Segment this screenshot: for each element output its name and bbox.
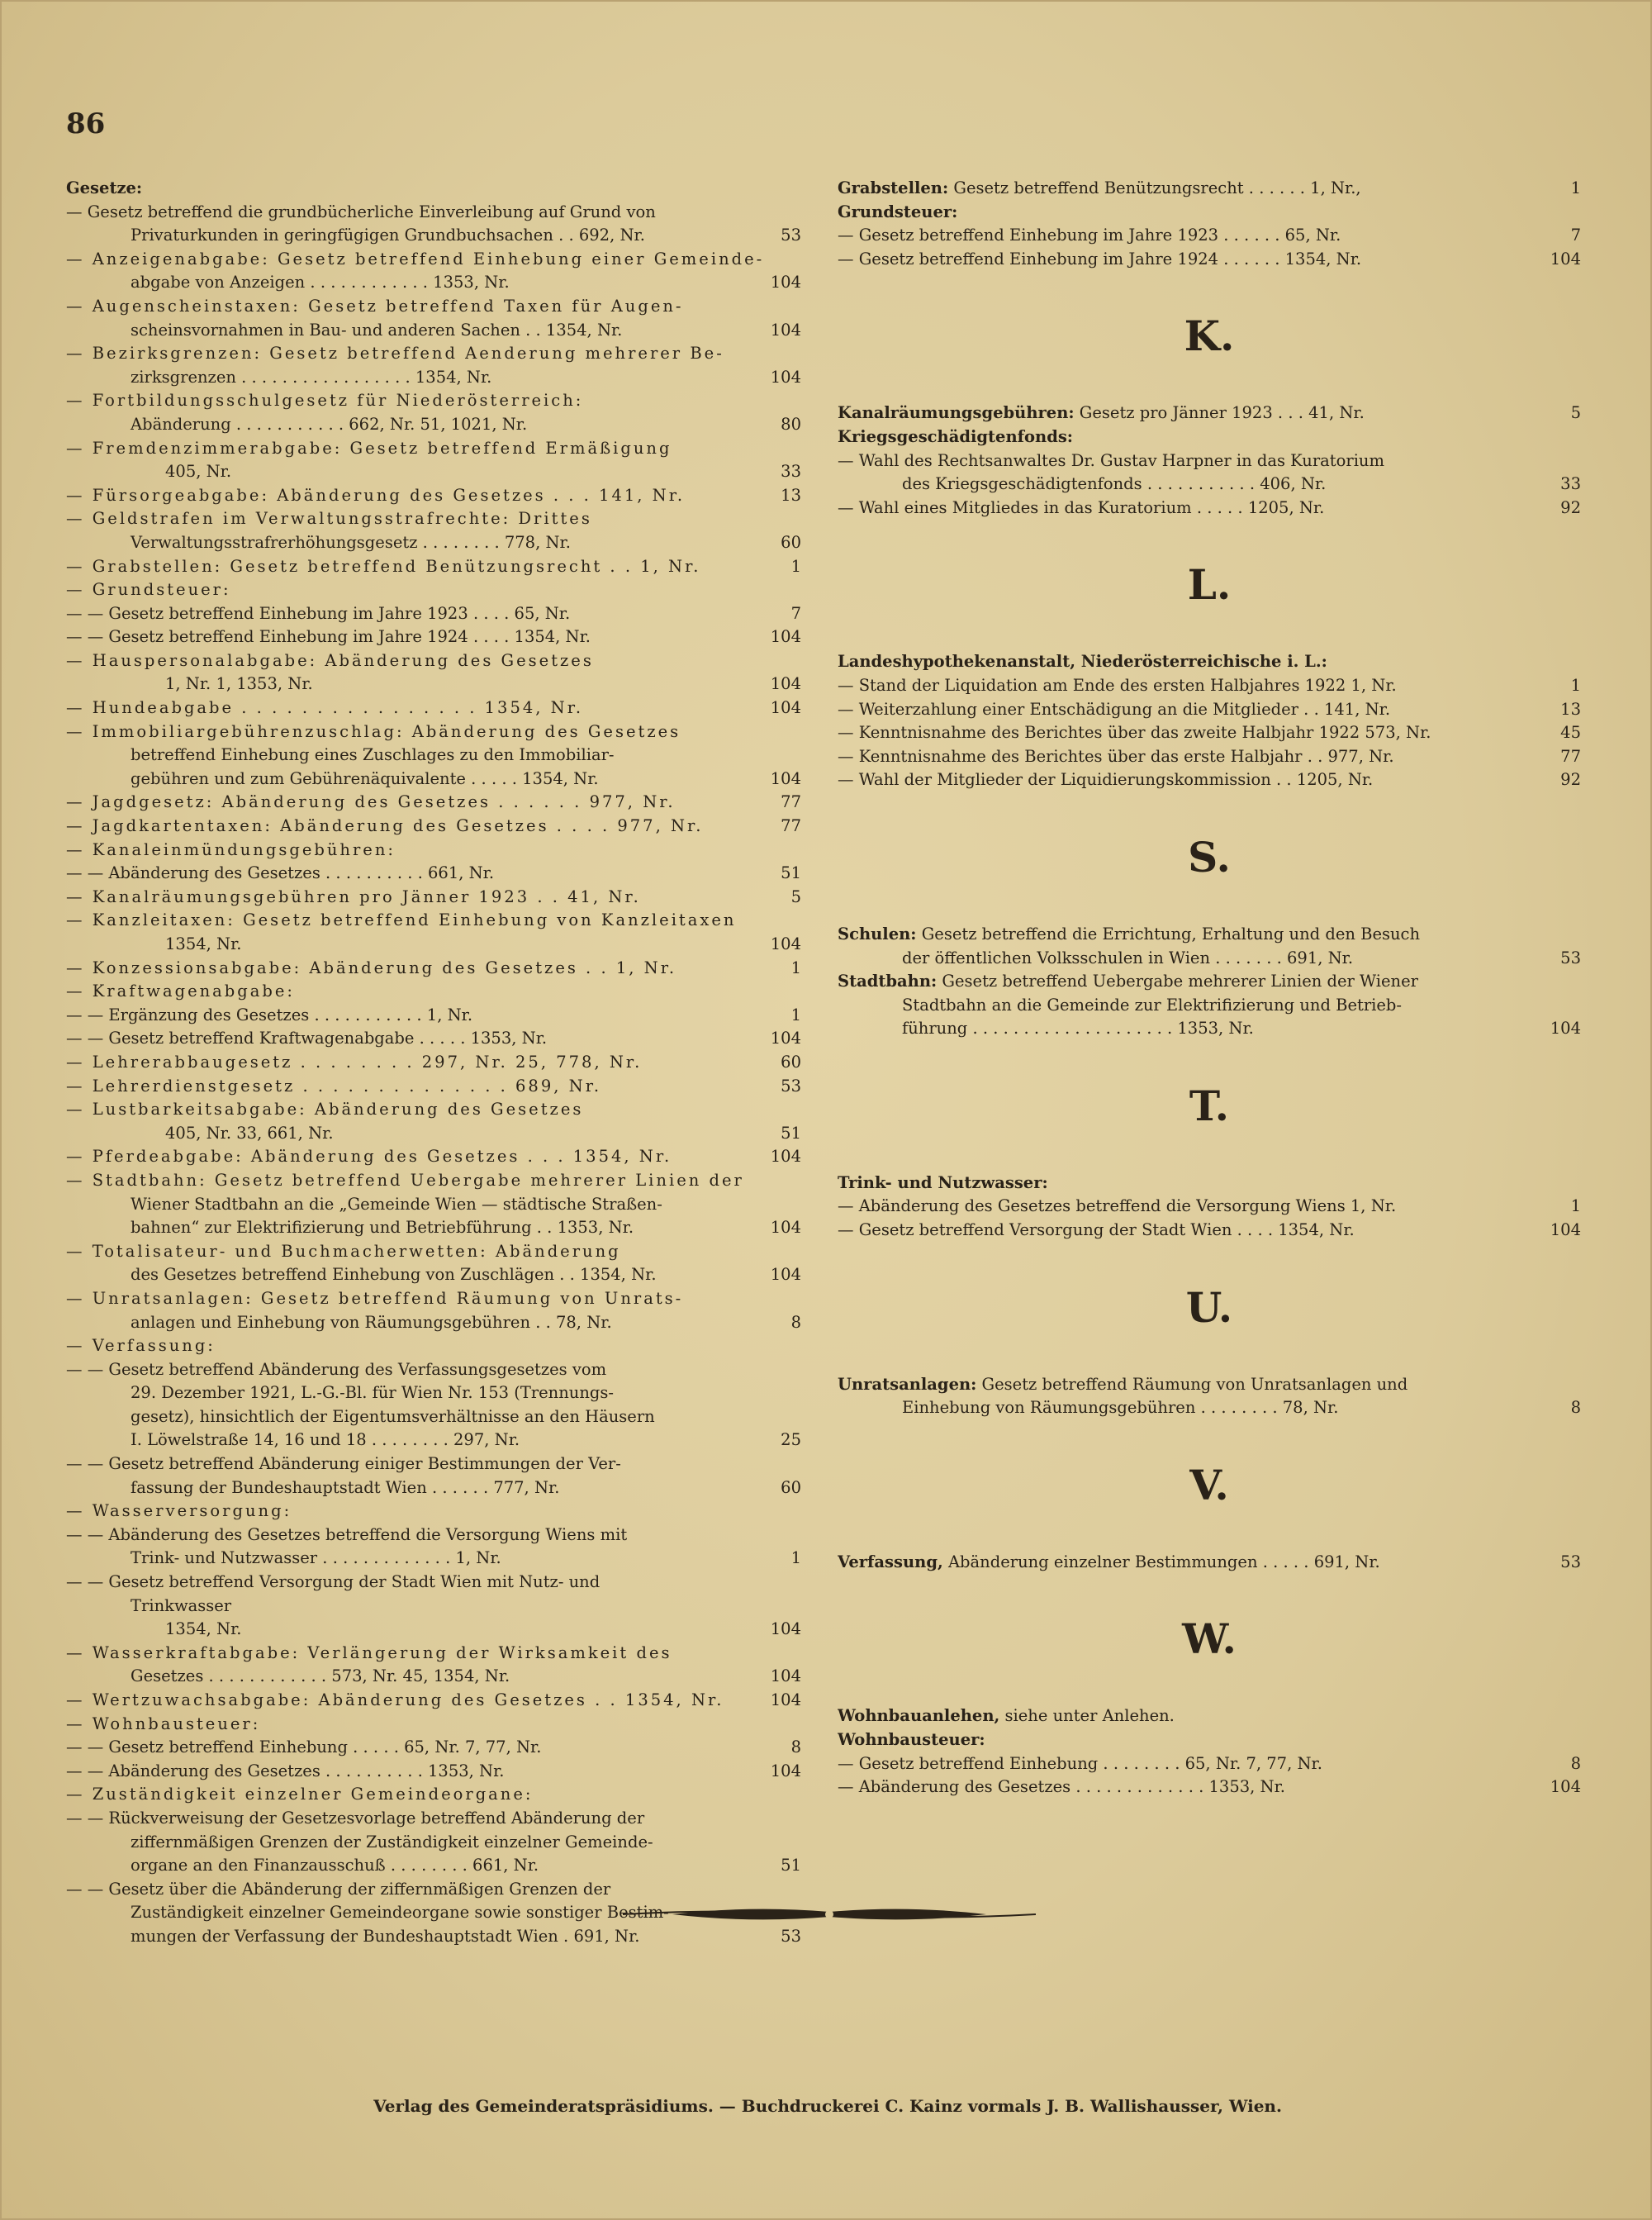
index-entry <box>66 1878 801 1902</box>
entry-text: — Wasserkraftabgabe: Verlängerung der Wirksamkeit des <box>66 1642 672 1662</box>
index-entry <box>66 201 801 225</box>
entry-page-ref: 1 <box>790 556 801 576</box>
index-entry <box>66 1358 801 1382</box>
entry-page-ref: 51 <box>781 863 801 883</box>
index-entry <box>66 484 801 508</box>
entry-text: 1354, Nr. <box>165 934 242 953</box>
entry-text: — Anzeigenabgabe: Gesetz betreffend Einhebung einer Gemeinde- <box>66 249 765 269</box>
entry-text: Verwaltungsstrafrerhöhungsgesetz . . . . . . . . 778, Nr. <box>131 532 571 552</box>
entry-page-ref: 53 <box>781 226 801 245</box>
entry-text: — Kanaleinmündungsgebühren: <box>66 839 396 859</box>
index-entry <box>66 1665 801 1689</box>
entry-page-ref: 104 <box>770 1265 801 1285</box>
entry-page-ref: 53 <box>1560 1552 1581 1571</box>
entry-text: Wohnbauanlehen, siehe unter Anlehen. <box>838 1706 1175 1726</box>
entry-text: gesetz), hinsichtlich der Eigentumsverhältnisse an den Häusern <box>131 1406 655 1426</box>
entry-text: — Pferdeabgabe: Abänderung des Gesetzes . . . 1354, Nr. <box>66 1147 672 1167</box>
index-entry <box>66 1642 801 1666</box>
entry-page-ref: 104 <box>770 273 801 292</box>
entry-text: abgabe von Anzeigen . . . . . . . . . . . . 1353, Nr. <box>131 273 510 292</box>
entry-text: — Wahl der Mitglieder der Liquidierungskommission . . 1205, Nr. <box>838 770 1374 790</box>
entry-text: — — Gesetz betreffend Abänderung einiger Bestimmungen der Ver- <box>66 1454 621 1474</box>
index-entry <box>66 1004 801 1028</box>
entry-page-ref: 104 <box>770 1147 801 1167</box>
index-entry <box>66 1287 801 1311</box>
index-entry <box>838 497 1581 521</box>
entry-text: — Stadtbahn: Gesetz betreffend Uebergabe mehrerer Linien der <box>66 1170 744 1190</box>
index-entry <box>66 1051 801 1075</box>
entry-text: 405, Nr. <box>165 462 232 482</box>
index-entry <box>66 366 801 390</box>
index-entry <box>66 862 801 886</box>
index-entry <box>66 886 801 910</box>
entry-text: — Hundeabgabe . . . . . . . . . . . . . . . . 1354, Nr. <box>66 698 584 718</box>
index-entry <box>66 224 801 248</box>
entry-page-ref: 104 <box>770 320 801 340</box>
index-entry <box>66 507 801 531</box>
index-entry <box>66 413 801 437</box>
entry-page-ref: 45 <box>1560 723 1581 743</box>
entry-text: fassung der Bundeshauptstadt Wien . . . . . . 777, Nr. <box>131 1477 560 1497</box>
index-entry <box>66 1476 801 1500</box>
entry-page-ref: 5 <box>1570 403 1581 423</box>
entry-page-ref: 77 <box>1560 746 1581 766</box>
entry-page-ref: 1 <box>790 958 801 977</box>
entry-text: — — Abänderung des Gesetzes . . . . . . . . . . 1353, Nr. <box>66 1761 505 1780</box>
entry-text: Stadtbahn: Gesetz betreffend Uebergabe mehrerer Linien der Wiener <box>838 972 1418 991</box>
entry-page-ref: 53 <box>1560 948 1581 967</box>
entry-text: — Fremdenzimmerabgabe: Gesetz betreffend Ermäßigung <box>66 438 672 458</box>
index-entry <box>66 744 801 768</box>
index-entry <box>66 625 801 649</box>
entry-text: — — Gesetz betreffend Einhebung im Jahre 1923 . . . . 65, Nr. <box>66 603 571 623</box>
index-entry <box>66 555 801 579</box>
entry-text: — Kanalräumungsgebühren pro Jänner 1923 . . 41, Nr. <box>66 887 641 906</box>
index-entry <box>66 1193 801 1217</box>
entry-text: Grabstellen: Gesetz betreffend Benützungsrecht . . . . . . 1, Nr., <box>838 178 1361 197</box>
index-entry <box>838 698 1581 722</box>
entry-page-ref: 51 <box>781 1123 801 1143</box>
entry-text: — Lehrerdienstgesetz . . . . . . . . . . . . . . 689, Nr. <box>66 1076 602 1096</box>
index-entry <box>838 1704 1581 1728</box>
entry-text: — Fortbildungsschulgesetz für Niederösterreich: <box>66 391 584 411</box>
entry-page-ref: 8 <box>790 1312 801 1332</box>
entry-text: Unratsanlagen: Gesetz betreffend Räumung von Unratsanlagen und <box>838 1374 1408 1394</box>
entry-page-ref: 104 <box>770 1666 801 1686</box>
entry-text: — Jagdkartentaxen: Abänderung des Gesetzes . . . . 977, Nr. <box>66 816 704 836</box>
entry-text: — Jagdgesetz: Abänderung des Gesetzes . . . . . . 977, Nr. <box>66 792 676 812</box>
section-gap <box>838 1041 1581 1071</box>
index-entry <box>66 1334 801 1358</box>
index-entry <box>838 1219 1581 1243</box>
section-letter: S. <box>1188 832 1231 882</box>
entry-text: — — Gesetz betreffend Kraftwagenabgabe . . . . . 1353, Nr. <box>66 1029 548 1048</box>
index-entry <box>66 1618 801 1642</box>
index-entry <box>66 319 801 343</box>
index-entry <box>838 1373 1581 1397</box>
entry-text: — Gesetz betreffend Einhebung im Jahre 1924 . . . . . . 1354, Nr. <box>838 249 1362 269</box>
index-entry <box>66 1500 801 1524</box>
entry-text: Trink- und Nutzwasser . . . . . . . . . . . . . 1, Nr. <box>131 1548 501 1568</box>
index-entry <box>838 970 1581 994</box>
index-entry <box>66 1381 801 1405</box>
entry-text: — — Rückverweisung der Gesetzesvorlage betreffend Abänderung der <box>66 1808 645 1828</box>
index-entry <box>838 449 1581 473</box>
index-entry <box>66 839 801 863</box>
entry-page-ref: 25 <box>781 1430 801 1450</box>
entry-text: I. Löwelstraße 14, 16 und 18 . . . . . . . . 297, Nr. <box>131 1430 520 1450</box>
entry-text: Einhebung von Räumungsgebühren . . . . . . . . 78, Nr. <box>902 1398 1339 1418</box>
index-heading <box>838 650 1581 674</box>
entry-text: Landeshypothekenanstalt, Niederösterreichische i. L.: <box>838 652 1327 672</box>
index-entry <box>838 768 1581 792</box>
section-letter: W. <box>1182 1614 1237 1664</box>
entry-text: — Gesetz betreffend Einhebung . . . . . . . . 65, Nr. 7, 77, Nr. <box>838 1753 1322 1773</box>
entry-page-ref: 60 <box>781 532 801 552</box>
entry-text: — Wahl eines Mitgliedes in das Kuratorium . . . . . 1205, Nr. <box>838 497 1325 517</box>
entry-page-ref: 60 <box>781 1052 801 1072</box>
entry-page-ref: 104 <box>770 367 801 387</box>
entry-text: — Stand der Liquidation am Ende des ersten Halbjahres 1922 1, Nr. <box>838 675 1397 695</box>
entry-page-ref: 5 <box>790 887 801 906</box>
entry-text: — Lustbarkeitsabgabe: Abänderung des Gesetzes <box>66 1100 584 1120</box>
entry-page-ref: 104 <box>770 698 801 718</box>
index-entry <box>66 1854 801 1878</box>
entry-text: — Zuständigkeit einzelner Gemeindeorgane: <box>66 1785 534 1804</box>
index-entry <box>66 696 801 720</box>
entry-text: — Totalisateur- und Buchmacherwetten: Abänderung <box>66 1241 621 1261</box>
entry-page-ref: 13 <box>1560 699 1581 719</box>
entry-page-ref: 104 <box>770 1761 801 1780</box>
entry-text: des Kriegsgeschädigtenfonds . . . . . . . . . . . 406, Nr. <box>902 474 1327 494</box>
section-gap <box>838 1343 1581 1373</box>
entry-text: gebühren und zum Gebührenäquivalente . . . . . 1354, Nr. <box>131 768 599 788</box>
index-entry <box>838 745 1581 769</box>
index-entry <box>838 674 1581 698</box>
publisher-footer: Verlag des Gemeinderatspräsidiums. — Buchdruckerei C. Kainz vormals J. B. Wallishausser, Wien. <box>373 2096 1282 2116</box>
section-letter: U. <box>1185 1282 1233 1332</box>
index-entry <box>66 602 801 626</box>
index-entry <box>66 1807 801 1831</box>
entry-page-ref: 33 <box>1560 474 1581 494</box>
entry-text: 29. Dezember 1921, L.-G.-Bl. für Wien Nr. 153 (Trennungs- <box>131 1383 614 1403</box>
entry-text: Kanalräumungsgebühren: Gesetz pro Jänner 1923 . . . 41, Nr. <box>838 403 1365 423</box>
page-number: 86 <box>66 107 106 140</box>
entry-text: Gesetze: <box>66 178 143 197</box>
index-entry <box>838 473 1581 497</box>
section-gap <box>838 893 1581 923</box>
entry-text: — Weiterzahlung einer Entschädigung an die Mitglieder . . 141, Nr. <box>838 699 1391 719</box>
entry-text: — Abänderung des Gesetzes betreffend die Versorgung Wiens 1, Nr. <box>838 1196 1397 1216</box>
entry-text: Privaturkunden in geringfügigen Grundbuchsachen . . 692, Nr. <box>131 226 645 245</box>
index-entry <box>66 1405 801 1429</box>
index-entry <box>838 721 1581 745</box>
entry-text: mungen der Verfassung der Bundeshauptstadt Wien . 691, Nr. <box>131 1926 640 1946</box>
entry-text: — — Gesetz betreffend Einhebung im Jahre 1924 . . . . 1354, Nr. <box>66 627 591 647</box>
index-entry <box>66 1831 801 1855</box>
entry-text: — — Abänderung des Gesetzes . . . . . . . . . . 661, Nr. <box>66 863 495 883</box>
section-gap <box>838 372 1581 402</box>
entry-page-ref: 77 <box>781 792 801 812</box>
entry-text: — Lehrerabbaugesetz . . . . . . . . 297, Nr. 25, 778, Nr. <box>66 1052 643 1072</box>
section-gap <box>838 1420 1581 1450</box>
entry-text: — — Gesetz betreffend Einhebung . . . . . 65, Nr. 7, 77, Nr. <box>66 1737 542 1757</box>
entry-text: Trink- und Nutzwasser: <box>838 1172 1048 1192</box>
entry-page-ref: 104 <box>770 768 801 788</box>
index-entry <box>838 224 1581 248</box>
entry-text: — Kraftwagenabgabe: <box>66 982 295 1001</box>
section-gap <box>838 520 1581 549</box>
section-gap <box>838 620 1581 650</box>
entry-text: — Geldstrafen im Verwaltungsstrafrechte: Drittes <box>66 509 592 529</box>
index-heading <box>838 1728 1581 1752</box>
entry-text: Grundsteuer: <box>838 202 958 221</box>
entry-text: führung . . . . . . . . . . . . . . . . . . . . 1353, Nr. <box>902 1019 1254 1039</box>
entry-text: Stadtbahn an die Gemeinde zur Elektrifizierung und Betrieb- <box>902 995 1402 1015</box>
entry-text: — Kanzleitaxen: Gesetz betreffend Einhebung von Kanzleitaxen <box>66 910 737 930</box>
entry-page-ref: 53 <box>781 1926 801 1946</box>
index-entry <box>66 248 801 272</box>
index-entry <box>66 437 801 461</box>
entry-page-ref: 7 <box>1570 226 1581 245</box>
section-letter: T. <box>1189 1081 1230 1130</box>
entry-text: 1354, Nr. <box>165 1619 242 1639</box>
entry-text: — Gesetz betreffend Einhebung im Jahre 1923 . . . . . . 65, Nr. <box>838 226 1341 245</box>
entry-page-ref: 1 <box>1570 675 1581 695</box>
entry-page-ref: 1 <box>790 1548 801 1568</box>
entry-text: Schulen: Gesetz betreffend die Errichtung, Erhaltung und den Besuch <box>838 924 1421 944</box>
entry-page-ref: 60 <box>781 1477 801 1497</box>
entry-text: anlagen und Einhebung von Räumungsgebühren . . 78, Nr. <box>131 1312 612 1332</box>
index-entry <box>66 531 801 555</box>
index-entry <box>66 1760 801 1784</box>
entry-text: — Kenntnisnahme des Berichtes über das zweite Halbjahr 1922 573, Nr. <box>838 723 1431 743</box>
index-entry <box>66 1547 801 1571</box>
index-entry <box>66 342 801 366</box>
index-entry <box>838 1752 1581 1776</box>
index-entry <box>66 1571 801 1595</box>
entry-text: — — Gesetz betreffend Abänderung des Verfassungsgesetzes vom <box>66 1359 607 1379</box>
index-entry <box>66 980 801 1004</box>
entry-page-ref: 8 <box>790 1737 801 1757</box>
index-entry <box>66 460 801 484</box>
entry-page-ref: 92 <box>1560 497 1581 517</box>
index-entry <box>66 673 801 696</box>
index-entry <box>66 1524 801 1547</box>
index-entry <box>66 1075 801 1099</box>
entry-text: 1, Nr. 1, 1353, Nr. <box>165 674 313 694</box>
section-letter: L. <box>1187 560 1232 610</box>
entry-text: — Fürsorgeabgabe: Abänderung des Gesetzes . . . 141, Nr. <box>66 485 686 505</box>
index-entry <box>838 1551 1581 1575</box>
index-entry <box>66 909 801 933</box>
entry-page-ref: 1 <box>1570 1196 1581 1216</box>
index-entry <box>66 1122 801 1146</box>
entry-page-ref: 33 <box>781 462 801 482</box>
entry-page-ref: 92 <box>1560 770 1581 790</box>
entry-page-ref: 104 <box>770 674 801 694</box>
entry-text: Abänderung . . . . . . . . . . . 662, Nr. 51, 1021, Nr. <box>131 414 528 434</box>
entry-text: zirksgrenzen . . . . . . . . . . . . . . . . . 1354, Nr. <box>131 367 492 387</box>
index-entry <box>66 1783 801 1807</box>
index-entry <box>66 957 801 981</box>
index-entry <box>66 1263 801 1287</box>
entry-text: — — Abänderung des Gesetzes betreffend die Versorgung Wiens mit <box>66 1524 628 1544</box>
entry-text: — Wertzuwachsabgabe: Abänderung des Gesetzes . . 1354, Nr. <box>66 1690 724 1709</box>
section-letter: K. <box>1184 311 1235 361</box>
right-column-index <box>838 177 1581 1799</box>
index-entry <box>838 1396 1581 1420</box>
entry-page-ref: 1 <box>790 1005 801 1024</box>
entry-text: des Gesetzes betreffend Einhebung von Zuschlägen . . 1354, Nr. <box>131 1265 657 1285</box>
entry-page-ref: 7 <box>790 603 801 623</box>
index-entry <box>66 768 801 791</box>
section-gap <box>838 1675 1581 1704</box>
index-entry <box>838 994 1581 1018</box>
entry-page-ref: 1 <box>1570 178 1581 197</box>
index-entry <box>838 402 1581 425</box>
index-entry <box>66 295 801 319</box>
index-entry <box>66 1240 801 1264</box>
entry-text: — — Gesetz betreffend Versorgung der Stadt Wien mit Nutz- und <box>66 1572 601 1592</box>
index-entry <box>66 1925 801 1949</box>
entry-text: — Gesetz betreffend Versorgung der Stadt Wien . . . . 1354, Nr. <box>838 1220 1355 1240</box>
index-entry <box>66 1736 801 1760</box>
index-entry <box>838 1776 1581 1799</box>
index-entry <box>66 720 801 744</box>
entry-page-ref: 104 <box>770 1218 801 1238</box>
entry-text: — — Ergänzung des Gesetzes . . . . . . . . . . . 1, Nr. <box>66 1005 473 1024</box>
index-entry <box>838 1195 1581 1219</box>
entry-text: organe an den Finanzausschuß . . . . . . . . 661, Nr. <box>131 1856 539 1875</box>
entry-page-ref: 104 <box>1550 1220 1581 1240</box>
entry-text: — Gesetz betreffend die grundbücherliche Einverleibung auf Grund von <box>66 202 656 221</box>
entry-text: — Verfassung: <box>66 1336 216 1356</box>
section-gap <box>838 1243 1581 1272</box>
entry-text: Kriegsgeschädigtenfonds: <box>838 426 1074 446</box>
entry-page-ref: 104 <box>770 934 801 953</box>
index-heading <box>838 201 1581 225</box>
entry-text: — Hauspersonalabgabe: Abänderung des Gesetzes <box>66 650 594 670</box>
entry-text: 405, Nr. 33, 661, Nr. <box>165 1123 334 1143</box>
entry-text: — Grabstellen: Gesetz betreffend Benützungsrecht . . 1, Nr. <box>66 556 701 576</box>
index-heading <box>838 425 1581 449</box>
entry-page-ref: 104 <box>770 1619 801 1639</box>
entry-text: — Wasserversorgung: <box>66 1501 292 1521</box>
entry-page-ref: 8 <box>1570 1753 1581 1773</box>
index-entry <box>66 1689 801 1713</box>
index-entry <box>66 271 801 295</box>
entry-page-ref: 104 <box>770 1029 801 1048</box>
section-gap <box>838 792 1581 822</box>
index-entry <box>66 1098 801 1122</box>
entry-text: — Kenntnisnahme des Berichtes über das erste Halbjahr . . 977, Nr. <box>838 746 1394 766</box>
entry-text: — — Gesetz über die Abänderung der ziffernmäßigen Grenzen der <box>66 1879 611 1899</box>
index-entry <box>838 177 1581 201</box>
entry-text: scheinsvornahmen in Bau- und anderen Sachen . . 1354, Nr. <box>131 320 623 340</box>
entry-text: — Abänderung des Gesetzes . . . . . . . . . . . . . 1353, Nr. <box>838 1777 1285 1797</box>
entry-page-ref: 104 <box>1550 1019 1581 1039</box>
section-letter: V. <box>1189 1460 1229 1509</box>
entry-text: betreffend Einhebung eines Zuschlages zu den Immobiliar- <box>131 745 615 765</box>
entry-text: — Bezirksgrenzen: Gesetz betreffend Aenderung mehrerer Be- <box>66 344 724 364</box>
entry-text: Trinkwasser <box>131 1595 232 1615</box>
entry-page-ref: 53 <box>781 1076 801 1096</box>
ornament-divider <box>623 1902 1036 1927</box>
index-entry <box>66 578 801 602</box>
index-heading <box>66 177 801 201</box>
entry-text: bahnen“ zur Elektrifizierung und Betriebführung . . 1353, Nr. <box>131 1218 634 1238</box>
entry-text: Gesetzes . . . . . . . . . . . . 573, Nr. 45, 1354, Nr. <box>131 1666 510 1686</box>
index-entry <box>66 1169 801 1193</box>
index-entry <box>66 815 801 839</box>
index-entry <box>66 389 801 413</box>
entry-page-ref: 8 <box>1570 1398 1581 1418</box>
index-entry <box>838 923 1581 947</box>
entry-page-ref: 104 <box>770 1690 801 1709</box>
index-entry <box>66 1311 801 1335</box>
section-gap <box>838 1142 1581 1172</box>
entry-text: — Augenscheinstaxen: Gesetz betreffend Taxen für Augen- <box>66 296 684 316</box>
entry-text: der öffentlichen Volksschulen in Wien . . . . . . . 691, Nr. <box>902 948 1354 967</box>
entry-text: Zuständigkeit einzelner Gemeindeorgane sowie sonstiger Bestim- <box>131 1903 669 1923</box>
index-entry <box>66 1027 801 1051</box>
entry-page-ref: 104 <box>770 627 801 647</box>
index-entry <box>838 248 1581 272</box>
index-entry <box>66 791 801 815</box>
index-entry <box>66 1216 801 1240</box>
entry-text: Wohnbausteuer: <box>838 1730 985 1750</box>
entry-text: — Grundsteuer: <box>66 580 231 600</box>
entry-text: Wiener Stadtbahn an die „Gemeinde Wien — städtische Straßen- <box>131 1194 662 1214</box>
entry-page-ref: 80 <box>781 414 801 434</box>
index-entry <box>66 933 801 957</box>
index-entry <box>838 1017 1581 1041</box>
index-entry <box>66 1429 801 1452</box>
index-heading <box>838 1172 1581 1196</box>
section-gap <box>838 1574 1581 1604</box>
entry-text: — Wahl des Rechtsanwaltes Dr. Gustav Harpner in das Kuratorium <box>838 450 1384 470</box>
entry-text: — Konzessionsabgabe: Abänderung des Gesetzes . . 1, Nr. <box>66 958 677 977</box>
entry-page-ref: 77 <box>781 816 801 836</box>
left-column-index <box>66 177 801 1949</box>
section-gap <box>838 1521 1581 1551</box>
entry-text: — Unratsanlagen: Gesetz betreffend Räumung von Unrats- <box>66 1288 684 1308</box>
section-gap <box>838 271 1581 301</box>
index-entry <box>66 1452 801 1476</box>
index-entry <box>66 1713 801 1737</box>
index-entry <box>66 1145 801 1169</box>
index-entry <box>66 649 801 673</box>
index-entry <box>838 947 1581 971</box>
entry-page-ref: 51 <box>781 1856 801 1875</box>
entry-text: — Immobiliargebührenzuschlag: Abänderung des Gesetzes <box>66 721 681 741</box>
entry-text: Verfassung, Abänderung einzelner Bestimmungen . . . . . 691, Nr. <box>838 1552 1380 1571</box>
entry-text: ziffernmäßigen Grenzen der Zuständigkeit einzelner Gemeinde- <box>131 1832 653 1852</box>
entry-page-ref: 104 <box>1550 1777 1581 1797</box>
entry-text: — Wohnbausteuer: <box>66 1714 261 1733</box>
entry-page-ref: 13 <box>781 485 801 505</box>
entry-page-ref: 104 <box>1550 249 1581 269</box>
index-entry <box>66 1595 801 1619</box>
